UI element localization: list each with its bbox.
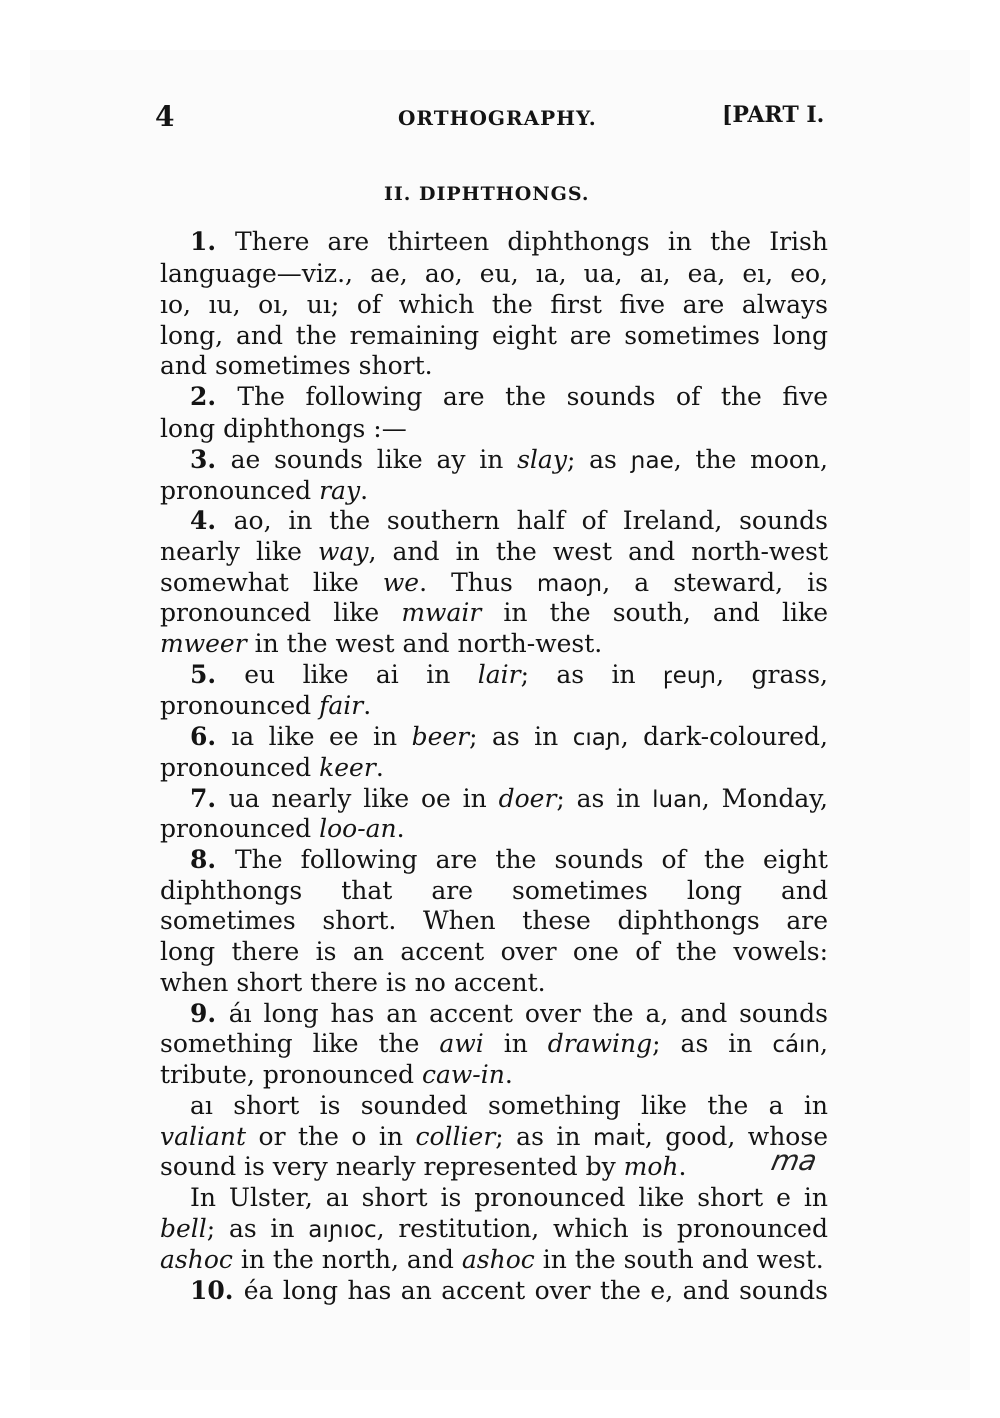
text-line [160,258,828,289]
text-line [160,597,828,628]
line-text: ıo, ıu, oı, uı; of which the first five are always [160,290,828,319]
text-line [160,875,828,906]
section-title: II. DIPHTHONGS. [384,183,590,205]
text-line [160,350,828,381]
text-line [190,505,828,536]
text-line [190,226,828,257]
paragraph-number: 5. [190,660,245,689]
text-line [160,413,828,444]
text-line [160,936,828,967]
text-line [190,998,828,1029]
line-text: The following are the sounds of the eight [234,845,828,874]
line-text: ıa like ee in beer; as in cıaɲ, dark-coloured, [231,722,828,751]
text-line [190,1090,828,1121]
line-text: ashoc in the north, and ashoc in the south and west. [160,1245,824,1274]
text-line [160,813,828,844]
paragraph-number: 3. [190,445,231,474]
running-title: ORTHOGRAPHY. [398,106,597,130]
line-text: somewhat like we. Thus maoɲ, a steward, is [160,568,828,597]
text-line [190,721,828,754]
line-text: bell; as in aıɲıoc, restitution, which is pronounced [160,1214,828,1243]
text-line [190,1275,828,1306]
line-text: pronounced loo-an. [160,814,405,843]
text-line [160,905,828,936]
text-line [160,1244,828,1275]
line-text: and sometimes short. [160,351,433,380]
paragraph-number: 4. [190,506,234,535]
line-text: sometimes short. When these diphthongs are [160,906,828,935]
line-text: mweer in the west and north-west. [160,629,603,658]
text-line [160,536,828,567]
text-line [160,1151,828,1182]
text-line [160,1121,828,1154]
line-text: éa long has an accent over the e, and sounds [243,1276,828,1305]
line-text: pronounced keer. [160,753,384,782]
line-text: pronounced like mwair in the south, and like [160,598,828,627]
text-line [190,444,828,477]
paragraph-number: 1. [190,227,236,256]
text-line [160,320,828,351]
text-line [160,967,828,998]
text-line [160,1059,828,1090]
paragraph-number: 8. [190,845,235,874]
text-line [160,1028,828,1061]
line-text: eu like ai in lair; as in ꝼeuɲ, grass, [244,660,828,689]
line-text: something like the awi in drawing; as in cáın, [160,1029,828,1058]
text-line [160,690,828,721]
part-label: [PART I. [722,102,825,128]
line-text: The following are the sounds of the five [237,382,828,411]
line-text: aı short is sounded something like the a in [190,1091,828,1120]
line-text: nearly like way, and in the west and north-west [160,537,828,566]
paragraph-number: 6. [190,722,232,751]
line-text: diphthongs that are sometimes long and [160,876,828,905]
text-line [190,844,828,875]
line-text: language—viz., ae, ao, eu, ıa, ua, aı, ea, eı, eo, [160,259,828,288]
line-text: tribute, pronounced caw-in. [160,1060,513,1089]
line-text: In Ulster, aı short is pronounced like short e in [190,1183,828,1212]
line-text: when short there is no accent. [160,968,546,997]
line-text: pronounced ray. [160,476,369,505]
line-text: sound is very nearly represented by moh. [160,1152,687,1181]
text-line [190,1182,828,1213]
paragraph-number: 9. [190,999,229,1028]
line-text: áı long has an accent over the a, and sounds [228,999,828,1028]
text-line [190,381,828,412]
text-line [160,289,828,320]
text-line [160,628,828,659]
text-line [190,659,828,692]
line-text: ua nearly like oe in doer; as in luan, Monday, [228,784,828,813]
line-text: pronounced fair. [160,691,372,720]
page-number: 4 [155,100,175,133]
text-line [160,567,828,600]
paragraph-number: 7. [190,784,229,813]
margin-note: ma [768,1144,820,1177]
text-line [190,783,828,816]
text-line [160,475,828,506]
line-text: ao, in the southern half of Ireland, sounds [233,506,829,535]
line-text: ae sounds like ay in slay; as ɲae, the moon, [230,445,828,474]
line-text: long, and the remaining eight are sometimes long [160,321,828,350]
paragraph-number: 2. [190,382,238,411]
text-line [160,752,828,783]
line-text: There are thirteen diphthongs in the Irish [235,227,828,256]
line-text: long diphthongs :— [160,414,407,443]
paragraph-number: 10. [190,1276,244,1305]
line-text: long there is an accent over one of the vowels: [160,937,828,966]
text-line [160,1213,828,1246]
line-text: valiant or the o in collier; as in maıṫ, good, whose [160,1122,828,1151]
